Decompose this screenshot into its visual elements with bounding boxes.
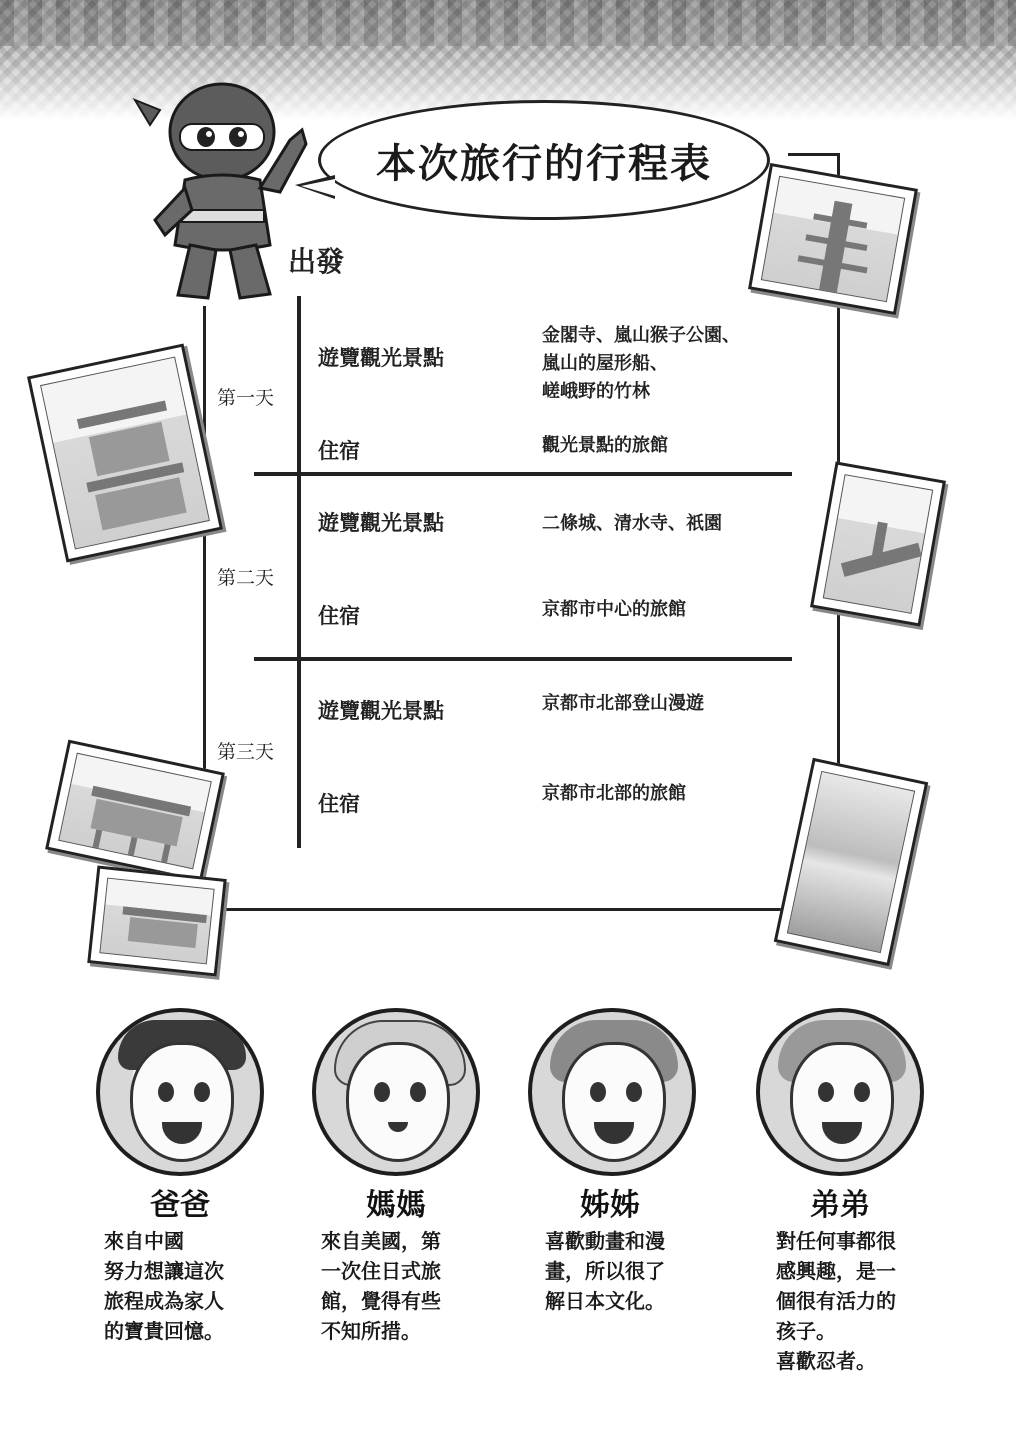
frame-top-line (788, 153, 840, 156)
day-2-label: 第二天 (217, 567, 275, 589)
day-1-sightseeing-label: 遊覽觀光景點 (318, 346, 444, 370)
desc-line: 對任何事都很 (776, 1229, 896, 1253)
desc-line: 孩子。 (776, 1319, 836, 1343)
boat-photo (810, 461, 946, 626)
sightseeing-line: 京都市北部登山漫遊 (542, 693, 704, 714)
day-3-label: 第三天 (217, 741, 275, 763)
desc-line: 一次住日式旅 (321, 1259, 441, 1283)
day-divider-2 (254, 657, 792, 661)
day-2-sightseeing-list (542, 510, 722, 538)
desc-line: 解日本文化。 (545, 1289, 665, 1313)
day-3-lodging-label: 住宿 (318, 792, 360, 816)
day-1-sightseeing-list (542, 322, 740, 406)
desc-line: 感興趣，是一 (776, 1259, 896, 1283)
mom-description (321, 1226, 491, 1346)
golden-pavilion-photo (27, 343, 223, 562)
sightseeing-line: 二條城、清水寺、祇園 (542, 513, 722, 534)
page-title: 本次旅行的行程表 (376, 140, 712, 187)
desc-line: 畫，所以很了 (545, 1259, 665, 1283)
day-1-lodging: 觀光景點的旅館 (542, 435, 668, 456)
brother-description (776, 1226, 946, 1376)
day-2-lodging-label: 住宿 (318, 604, 360, 628)
day-1-lodging-label: 住宿 (318, 439, 360, 463)
pagoda-photo (748, 163, 918, 315)
desc-line: 的寶貴回憶。 (104, 1319, 224, 1343)
day-2-sightseeing-label: 遊覽觀光景點 (318, 511, 444, 535)
desc-line: 努力想讓這次 (104, 1259, 224, 1283)
dad-description (104, 1226, 274, 1346)
desc-line: 來自中國 (104, 1229, 184, 1253)
day-3-lodging: 京都市北部的旅館 (542, 783, 686, 804)
river-scenery-photo (774, 758, 929, 966)
day-divider-1 (254, 472, 792, 476)
day-1-label: 第一天 (217, 387, 275, 409)
sightseeing-line: 嵐山的屋形船、 (542, 353, 668, 374)
sightseeing-line: 嵯峨野的竹林 (542, 381, 650, 402)
mom-name: 媽媽 (366, 1188, 426, 1223)
nijo-castle-photo (87, 865, 227, 976)
desc-line: 不知所措。 (321, 1319, 421, 1343)
desc-line: 喜歡忍者。 (776, 1349, 876, 1373)
sister-name: 姊姊 (580, 1188, 640, 1223)
brother-name: 弟弟 (810, 1188, 870, 1223)
departure-label: 出發 (288, 245, 345, 278)
sister-portrait (528, 1008, 696, 1176)
timeline-vertical-line (297, 296, 301, 848)
desc-line: 館，覺得有些 (321, 1289, 441, 1313)
bubble-tail-inner (301, 179, 335, 196)
dad-name: 爸爸 (150, 1188, 210, 1223)
desc-line: 喜歡動畫和漫 (545, 1229, 665, 1253)
mom-portrait (312, 1008, 480, 1176)
frame-bottom-line (205, 908, 839, 911)
desc-line: 來自美國，第 (321, 1229, 441, 1253)
sister-description (545, 1226, 715, 1316)
kiyomizu-temple-photo (45, 740, 225, 883)
ninja-mascot-illustration (130, 70, 310, 310)
title-speech-bubble (318, 100, 770, 220)
dad-portrait (96, 1008, 264, 1176)
day-2-lodging: 京都市中心的旅館 (542, 599, 686, 620)
brother-portrait (756, 1008, 924, 1176)
desc-line: 個很有活力的 (776, 1289, 896, 1313)
desc-line: 旅程成為家人 (104, 1289, 224, 1313)
day-3-sightseeing-list (542, 690, 704, 718)
day-3-sightseeing-label: 遊覽觀光景點 (318, 699, 444, 723)
sightseeing-line: 金閣寺、嵐山猴子公園、 (542, 325, 740, 346)
